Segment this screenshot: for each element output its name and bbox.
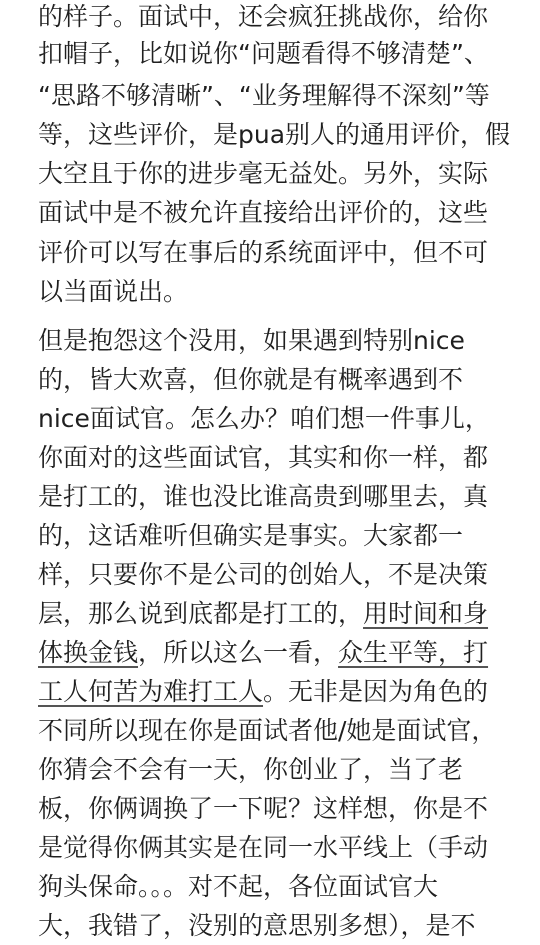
text-segment: 是觉得你俩其实是在同一水平线上（手动 <box>38 833 489 862</box>
text-segment: ，所以这么一看， <box>138 638 339 667</box>
text-line <box>38 233 488 272</box>
text-line <box>38 555 488 594</box>
underlined-link[interactable]: 体换金钱 <box>38 638 139 667</box>
text-segment: 大空且于你的进步毫无益处。另外，实际 <box>38 159 489 188</box>
text-line <box>38 272 188 311</box>
text-segment: 。无非是因为角色的 <box>263 677 489 706</box>
text-line <box>38 399 490 438</box>
text-line <box>38 516 463 555</box>
text-line <box>38 711 496 750</box>
text-line <box>38 867 438 906</box>
text-segment: 大，我错了，没别的意思别多想），是不 <box>38 911 476 940</box>
text-segment: “思路不够清晰”、“业务理解得不深刻”等 <box>38 81 490 110</box>
text-segment: 样，只要你不是公司的创始人，不是决策 <box>38 560 489 589</box>
underlined-link[interactable]: 工人何苦为难打工人 <box>38 677 264 706</box>
text-segment: 但是抱怨这个没用，如果遇到特别nice <box>38 326 465 355</box>
text-line <box>38 477 488 516</box>
text-line <box>38 633 488 672</box>
text-segment: 的，皆大欢喜，但你就是有概率遇到不 <box>38 365 464 394</box>
text-line <box>38 34 489 73</box>
text-line <box>38 115 510 154</box>
text-segment: 等，这些评价，是pua别人的通用评价，假 <box>38 120 511 149</box>
underlined-link[interactable]: 众生平等，打 <box>338 638 489 667</box>
text-segment: 的样子。面试中，还会疯狂挑战你，给你 <box>38 2 489 31</box>
text-line <box>38 672 488 711</box>
text-segment: 板，你俩调换了一下呢？这样想，你是不 <box>38 794 489 823</box>
text-line <box>38 154 488 193</box>
text-segment: 不同所以现在你是面试者他/她是面试官， <box>38 716 497 745</box>
text-line <box>38 193 488 232</box>
text-segment: 你猜会不会有一天，你创业了，当了老 <box>38 755 464 784</box>
text-line <box>38 321 465 360</box>
text-segment: 你面对的这些面试官，其实和你一样，都 <box>38 443 489 472</box>
text-segment: 层，那么说到底都是打工的， <box>38 599 364 628</box>
text-line <box>38 828 488 867</box>
text-segment: 狗头保命。。。对不起，各位面试官大 <box>38 872 439 901</box>
text-segment: 评价可以写在事后的系统面评中，但不可 <box>38 238 489 267</box>
text-line <box>38 750 463 789</box>
text-segment: nice面试官。怎么办？咱们想一件事儿， <box>38 404 490 433</box>
text-segment: 的，这话难听但确实是事实。大家都一 <box>38 521 464 550</box>
text-segment: 以当面说出。 <box>38 277 189 306</box>
text-segment: 面试中是不被允许直接给出评价的，这些 <box>38 198 489 227</box>
text-line <box>38 0 488 36</box>
text-line <box>38 906 476 945</box>
text-line <box>38 594 488 633</box>
text-segment: 是打工的，谁也没比谁高贵到哪里去，真 <box>38 482 489 511</box>
text-segment: 扣帽子，比如说你“问题看得不够清楚”、 <box>38 39 489 68</box>
underlined-link[interactable]: 用时间和身 <box>363 599 489 628</box>
text-line <box>38 76 490 115</box>
text-line <box>38 789 488 828</box>
text-line <box>38 438 488 477</box>
text-line <box>38 360 463 399</box>
